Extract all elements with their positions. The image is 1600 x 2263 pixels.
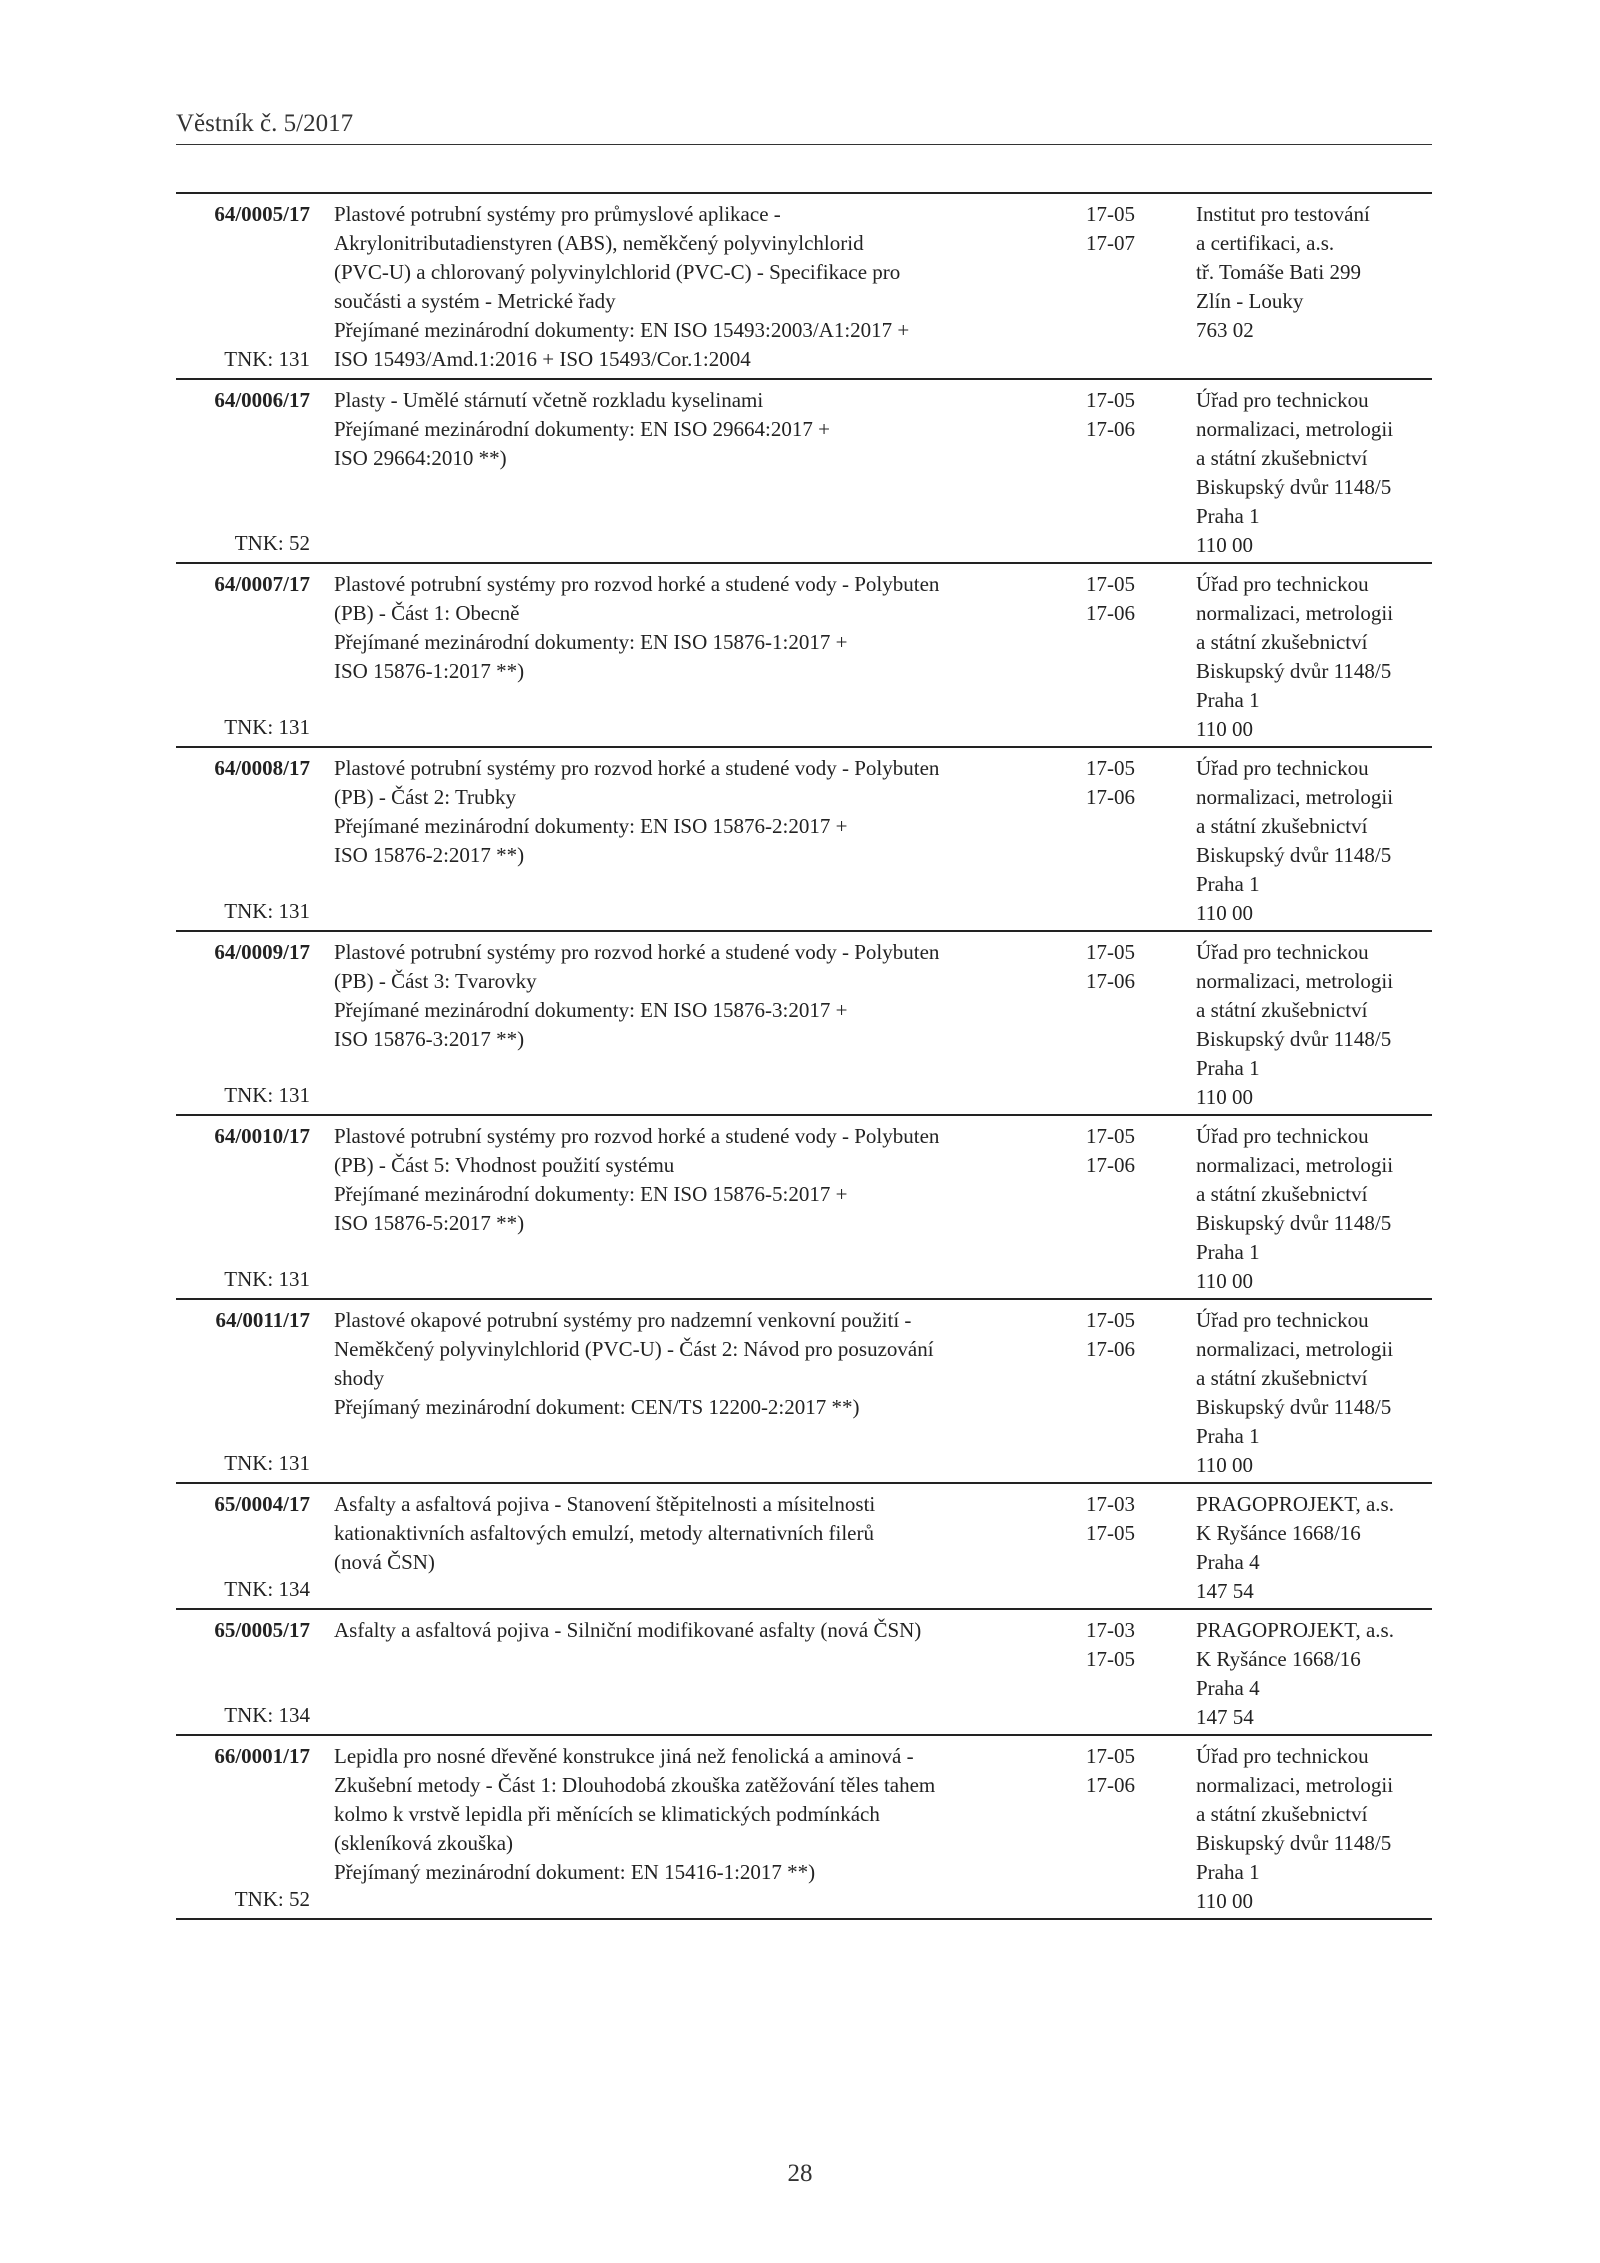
date-value: 17-05 bbox=[1086, 1521, 1135, 1545]
standard-number: 66/0001/17 bbox=[214, 1744, 310, 1768]
date-value: 17-06 bbox=[1086, 785, 1135, 809]
table-row bbox=[176, 1116, 1432, 1300]
date-value: 17-05 bbox=[1086, 1647, 1135, 1671]
tnk-code: TNK: 131 bbox=[224, 347, 310, 371]
tnk-code: TNK: 52 bbox=[234, 531, 310, 555]
organization-line: Biskupský dvůr 1148/5 bbox=[1196, 1027, 1392, 1051]
title-line: (PB) - Část 5: Vhodnost použití systému bbox=[334, 1153, 675, 1177]
title-line: Neměkčený polyvinylchlorid (PVC-U) - Část 2: Návod pro posuzování bbox=[334, 1337, 934, 1361]
date-value: 17-05 bbox=[1086, 1124, 1135, 1148]
title-line: Přejímané mezinárodní dokumenty: EN ISO 15876-2:2017 + bbox=[334, 814, 848, 838]
organization-line: Zlín - Louky bbox=[1196, 289, 1304, 313]
organization-line: Institut pro testování bbox=[1196, 202, 1370, 226]
organization-line: 147 54 bbox=[1196, 1705, 1254, 1729]
organization-line: Biskupský dvůr 1148/5 bbox=[1196, 1211, 1392, 1235]
date-value: 17-03 bbox=[1086, 1492, 1135, 1516]
organization-line: Praha 4 bbox=[1196, 1676, 1260, 1700]
tnk-code: TNK: 131 bbox=[224, 1451, 310, 1475]
dates-cell bbox=[1086, 570, 1190, 742]
standard-title-cell bbox=[334, 1122, 1054, 1294]
standard-title-cell bbox=[334, 938, 1054, 1110]
page-number: 28 bbox=[787, 2160, 813, 2187]
standard-id-cell bbox=[176, 200, 310, 374]
organization-line: 110 00 bbox=[1196, 1889, 1253, 1913]
table-row bbox=[176, 564, 1432, 748]
title-line: Přejímané mezinárodní dokumenty: EN ISO 15876-5:2017 + bbox=[334, 1182, 848, 1206]
tnk-code: TNK: 52 bbox=[234, 1887, 310, 1911]
organization-line: Praha 1 bbox=[1196, 1056, 1260, 1080]
title-line: (PB) - Část 1: Obecně bbox=[334, 601, 520, 625]
title-line: Přejímaný mezinárodní dokument: CEN/TS 12200-2:2017 **) bbox=[334, 1395, 860, 1419]
standard-number: 64/0006/17 bbox=[214, 388, 310, 412]
title-line: Plastové okapové potrubní systémy pro nadzemní venkovní použití - bbox=[334, 1308, 912, 1332]
organization-line: a státní zkušebnictví bbox=[1196, 814, 1368, 838]
organization-line: a státní zkušebnictví bbox=[1196, 1802, 1368, 1826]
title-line: Asfalty a asfaltová pojiva - Stanovení štěpitelnosti a mísitelnosti bbox=[334, 1492, 876, 1516]
date-value: 17-03 bbox=[1086, 1618, 1135, 1642]
organization-line: Úřad pro technickou bbox=[1196, 1308, 1369, 1332]
organization-line: normalizaci, metrologii bbox=[1196, 601, 1394, 625]
organization-cell bbox=[1196, 570, 1416, 742]
organization-cell bbox=[1196, 1616, 1416, 1730]
date-value: 17-05 bbox=[1086, 756, 1135, 780]
title-line: Plastové potrubní systémy pro rozvod horké a studené vody - Polybuten bbox=[334, 1124, 940, 1148]
organization-cell bbox=[1196, 754, 1416, 926]
dates-cell bbox=[1086, 1122, 1190, 1294]
table-row bbox=[176, 194, 1432, 380]
table-row bbox=[176, 1736, 1432, 1920]
title-line: (PB) - Část 3: Tvarovky bbox=[334, 969, 537, 993]
title-line: Lepidla pro nosné dřevěné konstrukce jiná než fenolická a aminová - bbox=[334, 1744, 914, 1768]
organization-line: 110 00 bbox=[1196, 1269, 1253, 1293]
dates-cell bbox=[1086, 1742, 1190, 1914]
dates-cell bbox=[1086, 200, 1190, 374]
date-value: 17-06 bbox=[1086, 601, 1135, 625]
title-line: kolmo k vrstvě lepidla při měnících se klimatických podmínkách bbox=[334, 1802, 880, 1826]
organization-line: normalizaci, metrologii bbox=[1196, 785, 1394, 809]
organization-line: tř. Tomáše Bati 299 bbox=[1196, 260, 1361, 284]
organization-line: a státní zkušebnictví bbox=[1196, 1182, 1368, 1206]
organization-line: 110 00 bbox=[1196, 901, 1253, 925]
standard-id-cell bbox=[176, 1122, 310, 1294]
standard-id-cell bbox=[176, 570, 310, 742]
organization-line: 110 00 bbox=[1196, 1085, 1253, 1109]
title-line: Plastové potrubní systémy pro průmyslové aplikace - bbox=[334, 202, 781, 226]
dates-cell bbox=[1086, 1490, 1190, 1604]
standard-id-cell bbox=[176, 386, 310, 558]
organization-line: Úřad pro technickou bbox=[1196, 756, 1369, 780]
organization-line: a státní zkušebnictví bbox=[1196, 1366, 1368, 1390]
title-line: (PVC-U) a chlorovaný polyvinylchlorid (PVC-C) - Specifikace pro bbox=[334, 260, 901, 284]
dates-cell bbox=[1086, 754, 1190, 926]
title-line: Přejímané mezinárodní dokumenty: EN ISO 15493:2003/A1:2017 + bbox=[334, 318, 910, 342]
standard-title-cell bbox=[334, 200, 1054, 374]
organization-line: K Ryšánce 1668/16 bbox=[1196, 1647, 1361, 1671]
organization-cell bbox=[1196, 386, 1416, 558]
date-value: 17-05 bbox=[1086, 202, 1135, 226]
title-line: ISO 15876-1:2017 **) bbox=[334, 659, 525, 683]
tnk-code: TNK: 134 bbox=[224, 1703, 310, 1727]
organization-line: 110 00 bbox=[1196, 717, 1253, 741]
date-value: 17-05 bbox=[1086, 1744, 1135, 1768]
dates-cell bbox=[1086, 1616, 1190, 1730]
title-line: shody bbox=[334, 1366, 385, 1390]
organization-line: Biskupský dvůr 1148/5 bbox=[1196, 843, 1392, 867]
table-row bbox=[176, 1300, 1432, 1484]
organization-line: 110 00 bbox=[1196, 1453, 1253, 1477]
organization-line: Úřad pro technickou bbox=[1196, 1124, 1369, 1148]
date-value: 17-06 bbox=[1086, 1153, 1135, 1177]
organization-line: 147 54 bbox=[1196, 1579, 1254, 1603]
date-value: 17-05 bbox=[1086, 1308, 1135, 1332]
standard-number: 64/0008/17 bbox=[214, 756, 310, 780]
organization-line: Úřad pro technickou bbox=[1196, 388, 1369, 412]
organization-line: a certifikaci, a.s. bbox=[1196, 231, 1335, 255]
title-line: (skleníková zkouška) bbox=[334, 1831, 514, 1855]
organization-line: Praha 1 bbox=[1196, 504, 1260, 528]
organization-line: 110 00 bbox=[1196, 533, 1253, 557]
date-value: 17-06 bbox=[1086, 417, 1135, 441]
standard-id-cell bbox=[176, 1306, 310, 1478]
organization-line: Biskupský dvůr 1148/5 bbox=[1196, 1395, 1392, 1419]
organization-line: a státní zkušebnictví bbox=[1196, 998, 1368, 1022]
title-line: ISO 15876-5:2017 **) bbox=[334, 1211, 525, 1235]
organization-line: normalizaci, metrologii bbox=[1196, 417, 1394, 441]
date-value: 17-06 bbox=[1086, 1773, 1135, 1797]
organization-line: 763 02 bbox=[1196, 318, 1254, 342]
tnk-code: TNK: 131 bbox=[224, 1267, 310, 1291]
date-value: 17-05 bbox=[1086, 388, 1135, 412]
organization-line: Praha 1 bbox=[1196, 1424, 1260, 1448]
title-line: Plastové potrubní systémy pro rozvod horké a studené vody - Polybuten bbox=[334, 756, 940, 780]
title-line: (nová ČSN) bbox=[334, 1550, 435, 1574]
date-value: 17-06 bbox=[1086, 1337, 1135, 1361]
title-line: ISO 15493/Amd.1:2016 + ISO 15493/Cor.1:2004 bbox=[334, 347, 751, 371]
standard-number: 65/0004/17 bbox=[214, 1492, 310, 1516]
organization-line: a státní zkušebnictví bbox=[1196, 446, 1368, 470]
date-value: 17-06 bbox=[1086, 969, 1135, 993]
header-divider bbox=[176, 144, 1432, 145]
title-line: (PB) - Část 2: Trubky bbox=[334, 785, 517, 809]
organization-line: Praha 1 bbox=[1196, 1860, 1260, 1884]
table-row bbox=[176, 932, 1432, 1116]
table-row bbox=[176, 1610, 1432, 1736]
date-value: 17-07 bbox=[1086, 231, 1135, 255]
standard-title-cell bbox=[334, 1490, 1054, 1604]
date-value: 17-05 bbox=[1086, 940, 1135, 964]
standard-title-cell bbox=[334, 1742, 1054, 1914]
standard-title-cell bbox=[334, 1616, 1054, 1730]
table-row bbox=[176, 380, 1432, 564]
page-header: Věstník č. 5/2017 bbox=[176, 110, 354, 137]
tnk-code: TNK: 131 bbox=[224, 715, 310, 739]
title-line: ISO 15876-3:2017 **) bbox=[334, 1027, 525, 1051]
title-line: Přejímané mezinárodní dokumenty: EN ISO 15876-3:2017 + bbox=[334, 998, 848, 1022]
title-line: Akrylonitributadienstyren (ABS), neměkčený polyvinylchlorid bbox=[334, 231, 864, 255]
table-row bbox=[176, 1484, 1432, 1610]
standard-id-cell bbox=[176, 938, 310, 1110]
organization-cell bbox=[1196, 1742, 1416, 1914]
title-line: Zkušební metody - Část 1: Dlouhodobá zkouška zatěžování těles tahem bbox=[334, 1773, 936, 1797]
title-line: Asfalty a asfaltová pojiva - Silniční modifikované asfalty (nová ČSN) bbox=[334, 1618, 922, 1642]
standard-title-cell bbox=[334, 386, 1054, 558]
standard-id-cell bbox=[176, 1742, 310, 1914]
organization-line: normalizaci, metrologii bbox=[1196, 969, 1394, 993]
organization-cell bbox=[1196, 938, 1416, 1110]
tnk-code: TNK: 131 bbox=[224, 1083, 310, 1107]
organization-line: Praha 1 bbox=[1196, 872, 1260, 896]
organization-cell bbox=[1196, 200, 1416, 374]
organization-line: Úřad pro technickou bbox=[1196, 940, 1369, 964]
organization-line: Biskupský dvůr 1148/5 bbox=[1196, 1831, 1392, 1855]
standard-title-cell bbox=[334, 570, 1054, 742]
title-line: Plastové potrubní systémy pro rozvod horké a studené vody - Polybuten bbox=[334, 572, 940, 596]
organization-line: K Ryšánce 1668/16 bbox=[1196, 1521, 1361, 1545]
organization-line: Praha 1 bbox=[1196, 1240, 1260, 1264]
title-line: Přejímané mezinárodní dokumenty: EN ISO 29664:2017 + bbox=[334, 417, 830, 441]
standard-number: 64/0011/17 bbox=[215, 1308, 310, 1332]
dates-cell bbox=[1086, 938, 1190, 1110]
date-value: 17-05 bbox=[1086, 572, 1135, 596]
title-line: Plastové potrubní systémy pro rozvod horké a studené vody - Polybuten bbox=[334, 940, 940, 964]
standards-table bbox=[176, 192, 1432, 1920]
title-line: Přejímané mezinárodní dokumenty: EN ISO 15876-1:2017 + bbox=[334, 630, 848, 654]
table-row bbox=[176, 748, 1432, 932]
organization-cell bbox=[1196, 1490, 1416, 1604]
organization-line: Praha 4 bbox=[1196, 1550, 1260, 1574]
standard-number: 64/0009/17 bbox=[214, 940, 310, 964]
title-line: Plasty - Umělé stárnutí včetně rozkladu kyselinami bbox=[334, 388, 764, 412]
organization-cell bbox=[1196, 1122, 1416, 1294]
organization-line: normalizaci, metrologii bbox=[1196, 1773, 1394, 1797]
title-line: ISO 15876-2:2017 **) bbox=[334, 843, 525, 867]
title-line: součásti a systém - Metrické řady bbox=[334, 289, 616, 313]
standard-id-cell bbox=[176, 1616, 310, 1730]
standard-title-cell bbox=[334, 1306, 1054, 1478]
organization-line: Úřad pro technickou bbox=[1196, 1744, 1369, 1768]
organization-line: Biskupský dvůr 1148/5 bbox=[1196, 659, 1392, 683]
standard-number: 65/0005/17 bbox=[214, 1618, 310, 1642]
dates-cell bbox=[1086, 386, 1190, 558]
standard-id-cell bbox=[176, 1490, 310, 1604]
organization-line: Praha 1 bbox=[1196, 688, 1260, 712]
organization-line: Úřad pro technickou bbox=[1196, 572, 1369, 596]
standard-number: 64/0005/17 bbox=[214, 202, 310, 226]
organization-line: PRAGOPROJEKT, a.s. bbox=[1196, 1618, 1394, 1642]
organization-line: Biskupský dvůr 1148/5 bbox=[1196, 475, 1392, 499]
organization-line: normalizaci, metrologii bbox=[1196, 1153, 1394, 1177]
title-line: kationaktivních asfaltových emulzí, metody alternativních filerů bbox=[334, 1521, 874, 1545]
organization-line: PRAGOPROJEKT, a.s. bbox=[1196, 1492, 1394, 1516]
tnk-code: TNK: 134 bbox=[224, 1577, 310, 1601]
tnk-code: TNK: 131 bbox=[224, 899, 310, 923]
organization-line: a státní zkušebnictví bbox=[1196, 630, 1368, 654]
dates-cell bbox=[1086, 1306, 1190, 1478]
standard-number: 64/0010/17 bbox=[214, 1124, 310, 1148]
title-line: ISO 29664:2010 **) bbox=[334, 446, 507, 470]
standard-id-cell bbox=[176, 754, 310, 926]
standard-number: 64/0007/17 bbox=[214, 572, 310, 596]
organization-line: normalizaci, metrologii bbox=[1196, 1337, 1394, 1361]
standard-title-cell bbox=[334, 754, 1054, 926]
title-line: Přejímaný mezinárodní dokument: EN 15416-1:2017 **) bbox=[334, 1860, 816, 1884]
organization-cell bbox=[1196, 1306, 1416, 1478]
